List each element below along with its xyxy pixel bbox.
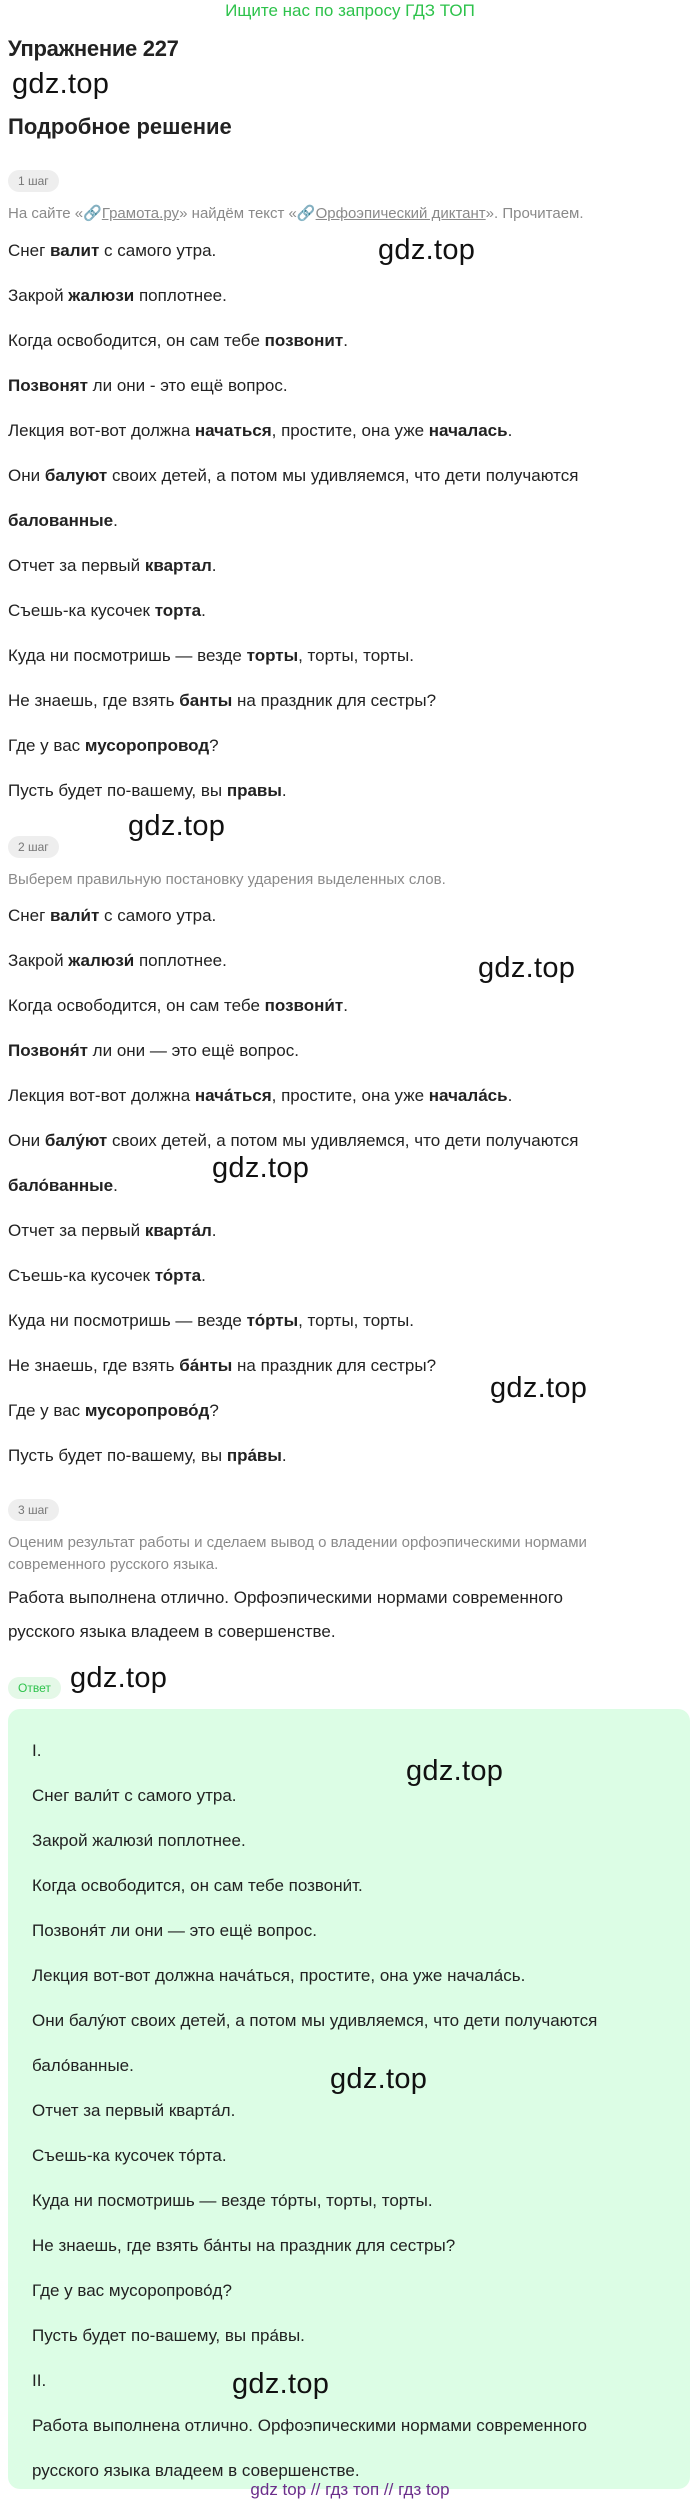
text-segment: ли они — это ещё вопрос. xyxy=(87,1041,299,1060)
sentence-line xyxy=(8,1309,688,1333)
answer-badge: Ответ xyxy=(8,1677,61,1699)
bold-word: позвонит xyxy=(264,331,344,350)
intro-text: » найдём текст « xyxy=(179,205,297,222)
brand-watermark: gdz.top xyxy=(406,1755,504,1787)
answer-line: Где у вас мусоропрово́д? xyxy=(32,2281,232,2300)
footer-links[interactable]: gdz top // гдз топ // гдз top xyxy=(250,2480,450,2499)
answer-line: Отчет за первый кварта́л. xyxy=(32,2101,236,2120)
answer-line: Они балу́ют своих детей, а потом мы удивляемся, что дети получаются xyxy=(32,2011,598,2030)
text-segment: Отчет за первый xyxy=(8,1221,145,1240)
sentence-line xyxy=(8,904,688,928)
text-segment: на праздник для сестры? xyxy=(232,691,437,710)
text-segment: . xyxy=(281,1446,287,1465)
bold-word: банты xyxy=(179,691,233,710)
brand-watermark: gdz.top xyxy=(232,2368,330,2400)
answer-line: I. xyxy=(32,1741,42,1760)
text-segment: Где у вас xyxy=(8,736,85,755)
sentence-line xyxy=(8,374,688,398)
bold-word: началась xyxy=(428,421,508,440)
bold-word: балованные xyxy=(8,511,114,530)
answer-line: Когда освободится, он сам тебе позвони́т. xyxy=(32,1876,363,1895)
text-segment: Когда освободится, он сам тебе xyxy=(8,996,265,1015)
text-segment: с самого утра. xyxy=(99,241,217,260)
sentence-line xyxy=(8,284,688,308)
brand-watermark: gdz.top xyxy=(12,68,110,100)
bold-word: ба́нты xyxy=(179,1356,233,1375)
sentence-line xyxy=(8,644,688,668)
brand-watermark: gdz.top xyxy=(378,234,476,266)
text-segment: своих детей, а потом мы удивляемся, что дети получаются xyxy=(107,1131,579,1150)
text-segment: Где у вас xyxy=(8,1401,85,1420)
text-segment: Куда ни посмотришь — везде xyxy=(8,646,247,665)
text-segment: Когда освободится, он сам тебе xyxy=(8,331,265,350)
bold-word: мусоропрово́д xyxy=(84,1401,210,1420)
intro-text: Оценим результат работы и сделаем вывод о владении орфоэпическими нормами xyxy=(8,1534,587,1551)
bold-word: пра́вы xyxy=(226,1446,282,1465)
brand-watermark: gdz.top xyxy=(478,952,576,984)
step-badge: 1 шаг xyxy=(8,170,59,192)
bold-word: торты xyxy=(246,646,299,665)
sentence-line xyxy=(8,1219,688,1243)
text-segment: . xyxy=(201,601,206,620)
text-segment: Отчет за первый xyxy=(8,556,145,575)
bold-word: начала́сь xyxy=(428,1086,508,1105)
answer-line: бало́ванные. xyxy=(32,2056,134,2075)
text-segment: . xyxy=(211,556,217,575)
brand-watermark: gdz.top xyxy=(212,1152,310,1184)
intro-text: ». Прочитаем. xyxy=(485,205,584,222)
conclusion-line: Работа выполнена отлично. Орфоэпическими нормами современного xyxy=(8,1588,563,1607)
text-segment: . xyxy=(507,1086,513,1105)
sentence-line xyxy=(8,1084,688,1108)
bold-word: кварта́л xyxy=(144,1221,212,1240)
bold-word: валит xyxy=(50,241,100,260)
answer-line: Лекция вот-вот должна нача́ться, простите, она уже начала́сь. xyxy=(32,1966,526,1985)
bold-word: жалюзи xyxy=(68,286,135,305)
gramota-link[interactable]: Грамота.ру xyxy=(101,205,180,222)
bold-word: балу́ют xyxy=(44,1131,108,1150)
text-segment: поплотнее. xyxy=(134,286,227,305)
sentence-line xyxy=(8,1444,688,1468)
text-segment: . xyxy=(211,1221,217,1240)
conclusion-line: русского языка владеем в совершенстве. xyxy=(8,1622,336,1641)
answer-line: Не знаешь, где взять ба́нты на праздник для сестры? xyxy=(32,2236,456,2255)
sentence-line xyxy=(8,1129,688,1153)
text-segment: Закрой xyxy=(8,286,69,305)
text-segment: . xyxy=(113,1176,118,1195)
bold-word: позвони́т xyxy=(264,996,344,1015)
bold-word: то́рта xyxy=(154,1266,202,1285)
text-segment: . xyxy=(343,331,348,350)
sentence-line xyxy=(8,734,688,758)
text-segment: . xyxy=(343,996,348,1015)
text-segment: Пусть будет по-вашему, вы xyxy=(8,1446,227,1465)
answer-line: Позвоня́т ли они — это ещё вопрос. xyxy=(32,1921,317,1940)
text-segment: на праздник для сестры? xyxy=(232,1356,437,1375)
text-segment: . xyxy=(281,781,287,800)
search-banner[interactable]: Ищите нас по запросу ГДЗ ТОП xyxy=(225,1,475,20)
sentence-line xyxy=(8,239,688,263)
solution-subtitle: Подробное решение xyxy=(8,114,232,139)
text-segment: , простите, она уже xyxy=(271,1086,429,1105)
sentence-line xyxy=(8,1354,688,1378)
sentence-line xyxy=(8,1399,688,1423)
answer-line: русского языка владеем в совершенстве. xyxy=(32,2461,360,2480)
bold-word: мусоропровод xyxy=(84,736,210,755)
text-segment: Закрой xyxy=(8,951,69,970)
text-segment: Пусть будет по-вашему, вы xyxy=(8,781,227,800)
brand-watermark: gdz.top xyxy=(330,2063,428,2095)
sentence-line xyxy=(8,419,688,443)
bold-word: бало́ванные xyxy=(8,1176,114,1195)
text-segment: Съешь-ка кусочек xyxy=(8,601,155,620)
intro-text: На сайте « xyxy=(8,205,84,222)
step-badge: 2 шаг xyxy=(8,836,59,858)
text-segment: , простите, она уже xyxy=(271,421,429,440)
bold-word: балуют xyxy=(44,466,108,485)
sentence-line xyxy=(8,509,688,533)
bold-word: торта xyxy=(154,601,202,620)
text-segment: ? xyxy=(209,1401,219,1420)
sentence-line xyxy=(8,1039,688,1063)
text-segment: , торты, торты. xyxy=(298,646,414,665)
text-segment: Снег xyxy=(8,906,51,925)
answer-line: Куда ни посмотришь — везде то́рты, торты, торты. xyxy=(32,2191,433,2210)
text-segment: поплотнее. xyxy=(134,951,227,970)
bold-word: правы xyxy=(226,781,282,800)
bold-word: жалюзи́ xyxy=(68,951,135,970)
answer-line: II. xyxy=(32,2371,47,2390)
bold-word: вали́т xyxy=(50,906,100,925)
bold-word: нача́ться xyxy=(194,1086,272,1105)
step3-intro xyxy=(8,1532,688,1576)
text-segment: Куда ни посмотришь — везде xyxy=(8,1311,247,1330)
step2-intro: Выберем правильную постановку ударения выделенных слов. xyxy=(8,871,446,888)
text-segment: Не знаешь, где взять xyxy=(8,691,180,710)
text-segment: своих детей, а потом мы удивляемся, что дети получаются xyxy=(107,466,579,485)
sentence-line xyxy=(8,464,688,488)
exercise-title: Упражнение 227 xyxy=(8,36,179,61)
answer-line: Съешь-ка кусочек то́рта. xyxy=(32,2146,227,2165)
brand-watermark: gdz.top xyxy=(490,1372,588,1404)
sentence-line xyxy=(8,329,688,353)
answer-line: Снег вали́т с самого утра. xyxy=(32,1786,237,1805)
sentence-line xyxy=(8,599,688,623)
text-segment: Они xyxy=(8,466,45,485)
answer-line: Закрой жалюзи́ поплотнее. xyxy=(32,1831,246,1850)
text-segment: . xyxy=(507,421,513,440)
text-segment: ли они - это ещё вопрос. xyxy=(87,376,288,395)
sentence-line xyxy=(8,1264,688,1288)
text-segment: Не знаешь, где взять xyxy=(8,1356,180,1375)
text-segment: Лекция вот-вот должна xyxy=(8,1086,195,1105)
link-icon: 🔗 xyxy=(83,205,102,222)
brand-watermark: gdz.top xyxy=(70,1662,168,1694)
sentence-line xyxy=(8,994,688,1018)
bold-word: то́рты xyxy=(246,1311,299,1330)
sentence-line xyxy=(8,554,688,578)
bold-word: начаться xyxy=(194,421,272,440)
text-segment: , торты, торты. xyxy=(298,1311,414,1330)
dictation-link[interactable]: Орфоэпический диктант xyxy=(315,205,486,222)
text-segment: Они xyxy=(8,1131,45,1150)
answer-line: Работа выполнена отлично. Орфоэпическими нормами современного xyxy=(32,2416,587,2435)
text-segment: . xyxy=(113,511,118,530)
bold-word: Позвонят xyxy=(8,376,88,395)
brand-watermark: gdz.top xyxy=(128,810,226,842)
sentence-line xyxy=(8,689,688,713)
sentence-line xyxy=(8,949,688,973)
text-segment: с самого утра. xyxy=(99,906,217,925)
text-segment: Лекция вот-вот должна xyxy=(8,421,195,440)
step-badge: 3 шаг xyxy=(8,1499,59,1521)
link-icon: 🔗 xyxy=(296,205,316,222)
sentence-line xyxy=(8,779,688,803)
text-segment: Снег xyxy=(8,241,51,260)
intro-text: современного русского языка. xyxy=(8,1556,219,1573)
text-segment: . xyxy=(201,1266,206,1285)
answer-line: Пусть будет по-вашему, вы пра́вы. xyxy=(32,2326,305,2345)
step1-intro xyxy=(8,203,688,225)
bold-word: квартал xyxy=(144,556,212,575)
text-segment: Съешь-ка кусочек xyxy=(8,1266,155,1285)
bold-word: Позвоня́т xyxy=(8,1041,88,1060)
text-segment: ? xyxy=(209,736,219,755)
sentence-line xyxy=(8,1174,688,1198)
